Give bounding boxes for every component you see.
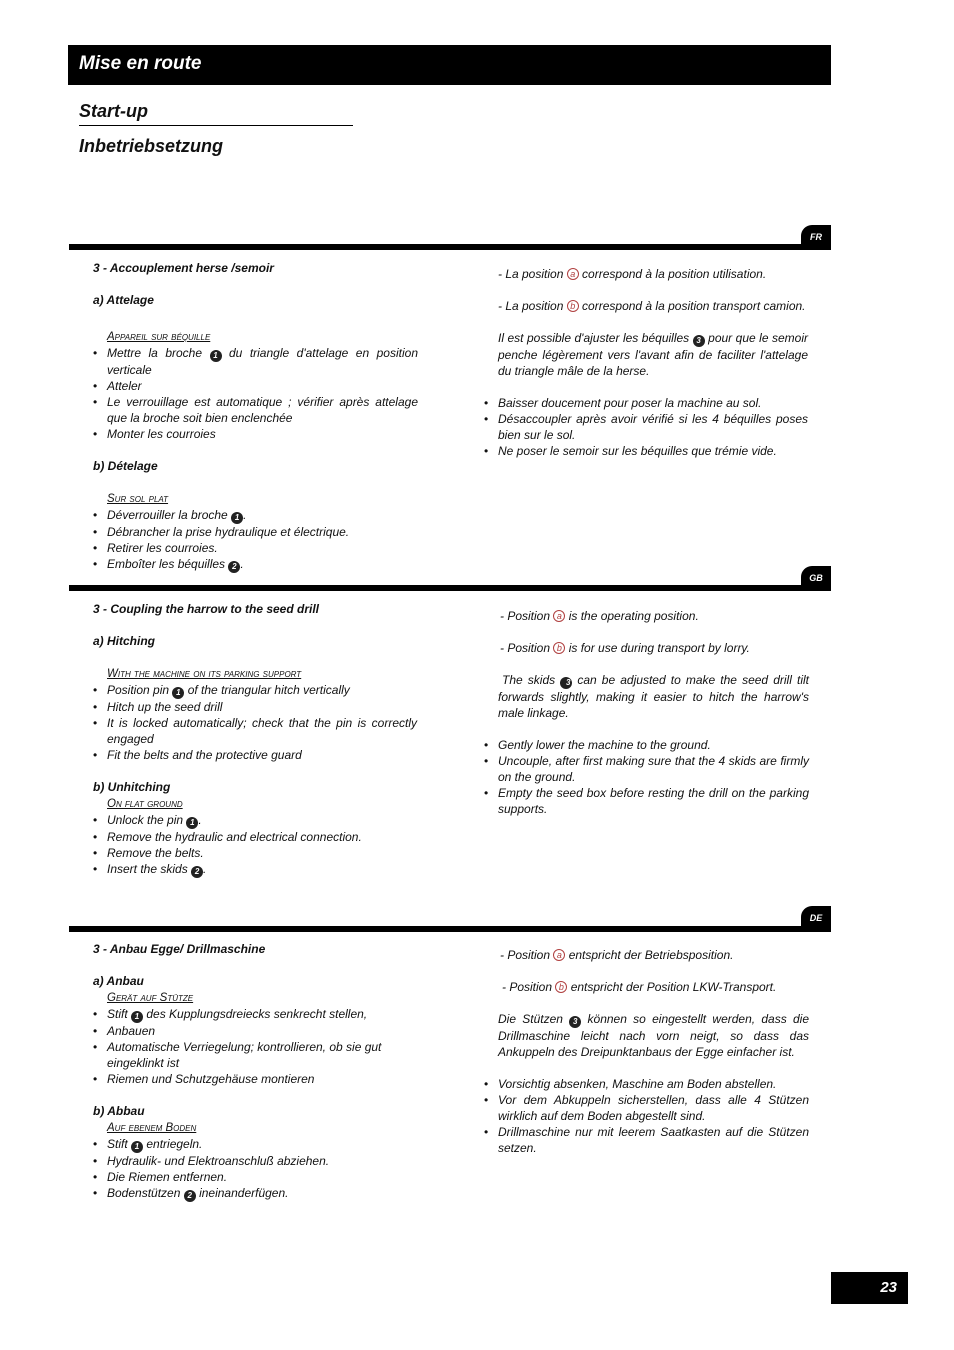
bullet-list [93,1006,418,1087]
list-item: • Désaccoupler après avoir vérifié si les 4 béquilles poses bien sur le sol. [484,411,808,443]
de-right-column [484,947,809,1156]
position-note: - Position b entspricht der Position LKW-Transport. [502,980,777,994]
list-item: • Mettre la broche 1 du triangle d'attelage en position verticale [93,345,418,378]
bullet-list [93,345,418,442]
callout-letter-icon: a [553,949,565,961]
adjustment-paragraph: The skids 3 can be adjusted to make the seed drill tilt forwards slightly, making it easier to hitch the harrow's male linkage. [498,673,809,720]
list-item: • Déverrouiller la broche 1 . [93,507,418,524]
callout-number-icon: 3 [560,677,572,689]
list-item: • Empty the seed box before resting the drill on the parking supports. [484,785,809,817]
list-item: • Anbauen [93,1023,418,1039]
list-item: • Emboîter les béquilles 2 . [93,556,418,573]
list-item: • Bodenstützen 2 ineinanderfügen. [93,1185,418,1202]
position-note: - La position b correspond à la position transport camion. [498,299,806,313]
fr-right-column [484,266,808,459]
list-item: • It is locked automatically; check that the pin is correctly engaged [93,715,418,747]
callout-number-icon: 3 [693,335,705,347]
list-item: • Die Riemen entfernen. [93,1169,418,1185]
subtitle-german: Inbetriebsetzung [79,136,224,156]
subsection-label: Sur sol plat [107,493,169,505]
list-item: • Position pin 1 of the triangular hitch vertically [93,682,418,699]
list-item: • Unlock the pin 1 . [93,812,418,829]
callout-letter-icon: b [567,300,579,312]
subsection-label: Appareil sur béquille [107,331,211,343]
position-note: - La position a correspond à la position utilisation. [498,267,767,281]
section-divider-fr [69,244,831,250]
bullet-list [93,682,418,763]
callout-number-icon: 1 [172,687,184,699]
list-item: • Remove the hydraulic and electrical connection. [93,829,418,845]
callout-number-icon: 1 [131,1011,143,1023]
gb-left-column [93,601,418,878]
list-item: • Débrancher la prise hydraulique et électrique. [93,524,418,540]
list-item: • Automatische Verriegelung; kontrollieren, ob sie gut eingeklinkt ist [93,1039,418,1071]
subsection-label: With the machine on its parking support [107,668,302,680]
list-item: • Stift 1 des Kupplungsdreiecks senkrecht stellen, [93,1006,418,1023]
language-tag-de: DE [801,906,831,928]
section-divider-de [69,926,831,932]
section-heading: 3 - Coupling the harrow to the seed drill [93,602,320,616]
bullet-list [484,395,808,459]
list-item: • Riemen und Schutzgehäuse montieren [93,1071,418,1087]
callout-number-icon: 2 [184,1190,196,1202]
de-left-column [93,941,418,1202]
list-item: • Vor dem Abkuppeln sicherstellen, dass alle 4 Stützen wirklich auf dem Boden abgestellt sind. [484,1092,809,1124]
callout-number-icon: 3 [569,1016,581,1028]
list-item: • Gently lower the machine to the ground. [484,737,809,753]
subtitle-english: Start-up [79,101,148,121]
list-item: • Remove the belts. [93,845,418,861]
bullet-list [93,1136,418,1202]
page-number-box [831,1272,908,1304]
position-note: - Position a entspricht der Betriebsposition. [500,948,734,962]
adjustment-paragraph: Die Stützen 3 können so eingestellt werden, dass die Drillmaschine leicht nach vorn neigt, so dass das Ankuppeln des Dreipunktanbaus der Egge einfacher ist. [498,1012,809,1059]
callout-number-icon: 1 [231,512,243,524]
language-tag-fr: FR [801,225,831,247]
list-item: • Atteler [93,378,418,394]
callout-letter-icon: a [567,268,579,280]
section-heading: 3 - Accouplement herse /semoir [93,261,274,275]
subsection-label: On flat ground [107,798,183,810]
position-note: - Position a is the operating position. [500,609,699,623]
list-item: • Baisser doucement pour poser la machine au sol. [484,395,808,411]
section-heading: 3 - Anbau Egge/ Drillmaschine [93,942,266,956]
title-banner [68,45,831,85]
callout-letter-icon: b [555,981,567,993]
callout-number-icon: 2 [228,561,240,573]
list-item: • Monter les courroies [93,426,418,442]
callout-letter-icon: a [553,610,565,622]
adjustment-paragraph: Il est possible d'ajuster les béquilles 3 pour que le semoir penche légèrement vers l'avant afin de faciliter l'attelage du triangle mâle de la herse. [498,331,808,378]
subsection-label: Auf ebenem Boden [107,1122,197,1134]
subsection-heading: b) Abbau [93,1104,145,1118]
page-title: Mise en route [79,53,202,74]
callout-number-icon: 1 [186,817,198,829]
subsection-label: Gerät auf Stütze [107,992,194,1004]
list-item: • Fit the belts and the protective guard [93,747,418,763]
bullet-list [484,737,809,817]
list-item: • Ne poser le semoir sur les béquilles que trémie vide. [484,443,808,459]
callout-number-icon: 2 [191,866,203,878]
list-item: • Hitch up the seed drill [93,699,418,715]
gb-right-column [484,608,809,817]
list-item: • Insert the skids 2 . [93,861,418,878]
subsection-heading: b) Unhitching [93,780,171,794]
section-divider-gb [69,585,831,591]
list-item: • Le verrouillage est automatique ; vérifier après attelage que la broche soit bien enclenchée [93,394,418,426]
page-number: 23 [880,1279,897,1296]
list-item: • Uncouple, after first making sure that the 4 skids are firmly on the ground. [484,753,809,785]
list-item: • Retirer les courroies. [93,540,418,556]
bullet-list [93,812,418,878]
subsection-heading: a) Attelage [93,293,154,307]
callout-number-icon: 1 [210,350,222,362]
callout-number-icon: 1 [131,1141,143,1153]
position-note: - Position b is for use during transport by lorry. [500,641,750,655]
subsection-heading: a) Anbau [93,974,144,988]
list-item: • Vorsichtig absenken, Maschine am Boden abstellen. [484,1076,809,1092]
callout-letter-icon: b [553,642,565,654]
subtitle-underline [79,125,353,126]
bullet-list [93,507,418,573]
list-item: • Drillmaschine nur mit leerem Saatkasten auf die Stützen setzen. [484,1124,809,1156]
bullet-list [484,1076,809,1156]
language-tag-gb: GB [801,566,831,588]
list-item: • Stift 1 entriegeln. [93,1136,418,1153]
list-item: • Hydraulik- und Elektroanschluß abziehen. [93,1153,418,1169]
subsection-heading: b) Dételage [93,459,158,473]
fr-left-column [93,260,418,573]
subsection-heading: a) Hitching [93,634,155,648]
